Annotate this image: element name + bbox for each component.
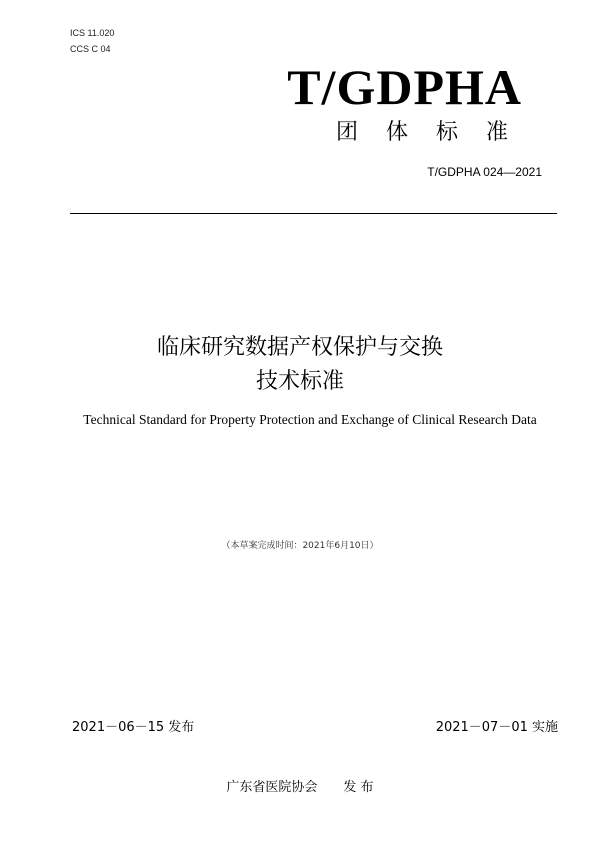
divider xyxy=(70,213,557,214)
issuer: 广东省医院协会 发 布 xyxy=(226,780,374,795)
ics-code: ICS 11.020 xyxy=(70,28,115,38)
publish-date: 2021－06－15 发布 xyxy=(72,720,195,735)
title-line-2: 技术标准 xyxy=(255,369,344,394)
effective-date: 2021－07－01 实施 xyxy=(435,720,558,735)
standard-number: T/GDPHA 024—2021 xyxy=(427,165,542,179)
title-line-1: 临床研究数据产权保护与交换 xyxy=(156,335,443,360)
draft-note: （本草案完成时间：2021年6月10日） xyxy=(221,541,379,551)
english-title: Technical Standard for Property Protection and Exchange of Clinical Research Data xyxy=(83,412,537,427)
standard-logo: T/GDPHA xyxy=(287,59,522,115)
standard-category: 团体标准 xyxy=(336,120,537,145)
ccs-code: CCS C 04 xyxy=(70,44,111,54)
